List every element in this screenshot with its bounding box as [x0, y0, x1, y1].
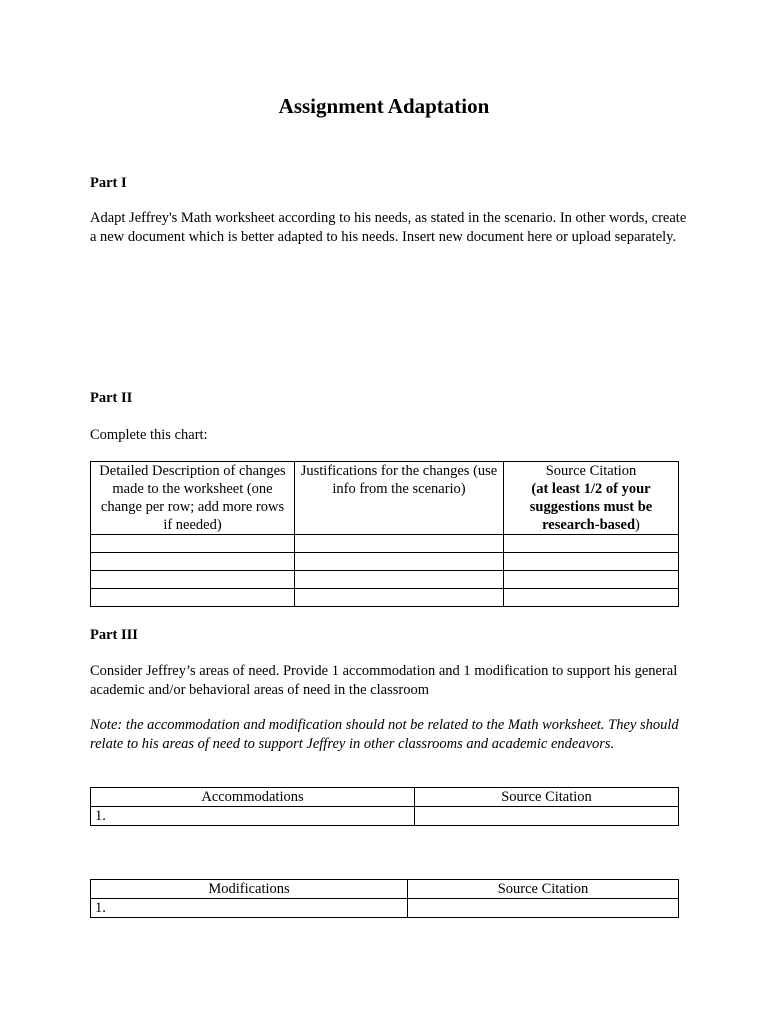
changes-table-header-source [504, 462, 679, 535]
part-3-heading: Part III [90, 627, 138, 643]
accommodation-item-1[interactable]: 1. [91, 807, 415, 826]
part-2-heading: Part II [90, 390, 133, 406]
table-cell[interactable] [415, 807, 679, 826]
changes-table [90, 461, 679, 607]
source-citation-close-paren: ) [635, 517, 640, 533]
table-row[interactable] [91, 535, 679, 553]
table-cell[interactable] [295, 571, 504, 589]
table-cell[interactable] [295, 553, 504, 571]
table-row[interactable] [91, 807, 679, 826]
table-cell[interactable] [504, 553, 679, 571]
table-cell[interactable] [504, 535, 679, 553]
changes-table-header-description: Detailed Description of changes made to the worksheet (one change per row; add more rows if needed) [91, 462, 295, 535]
page-title: Assignment Adaptation [278, 94, 490, 118]
source-citation-requirement: (at least 1/2 of your suggestions must be research-based [529, 481, 653, 533]
table-cell[interactable] [504, 589, 679, 607]
modification-item-1[interactable]: 1. [91, 899, 408, 918]
modifications-source-header: Source Citation [408, 880, 679, 899]
table-cell[interactable] [295, 589, 504, 607]
table-row[interactable] [91, 571, 679, 589]
accommodations-source-header: Source Citation [415, 788, 679, 807]
part-2-intro: Complete this chart: [90, 427, 208, 443]
modifications-table [90, 879, 679, 918]
table-cell[interactable] [91, 553, 295, 571]
modifications-header: Modifications [91, 880, 408, 899]
table-cell[interactable] [91, 571, 295, 589]
table-cell[interactable] [408, 899, 679, 918]
part-3-note: Note: the accommodation and modification should not be related to the Math worksheet. They should relate to his areas of need to support Jeffrey in other classrooms and academic endeavors. [90, 717, 679, 752]
table-row[interactable] [91, 553, 679, 571]
table-row[interactable] [91, 899, 679, 918]
part-3-paragraph: Consider Jeffrey’s areas of need. Provide 1 accommodation and 1 modification to support his general academic and/or behavioral areas of need in the classroom [90, 663, 678, 698]
table-row[interactable] [91, 589, 679, 607]
table-cell[interactable] [91, 589, 295, 607]
accommodations-table [90, 787, 679, 826]
part-1-heading: Part I [90, 175, 127, 191]
table-cell[interactable] [504, 571, 679, 589]
source-citation-label: Source Citation [545, 463, 637, 479]
table-cell[interactable] [295, 535, 504, 553]
table-cell[interactable] [91, 535, 295, 553]
accommodations-header: Accommodations [91, 788, 415, 807]
changes-table-header-justification: Justifications for the changes (use info from the scenario) [295, 462, 504, 535]
part-1-paragraph: Adapt Jeffrey's Math worksheet according to his needs, as stated in the scenario. In other words, create a new document which is better adapted to his needs. Insert new document here or upload separately. [90, 210, 687, 245]
